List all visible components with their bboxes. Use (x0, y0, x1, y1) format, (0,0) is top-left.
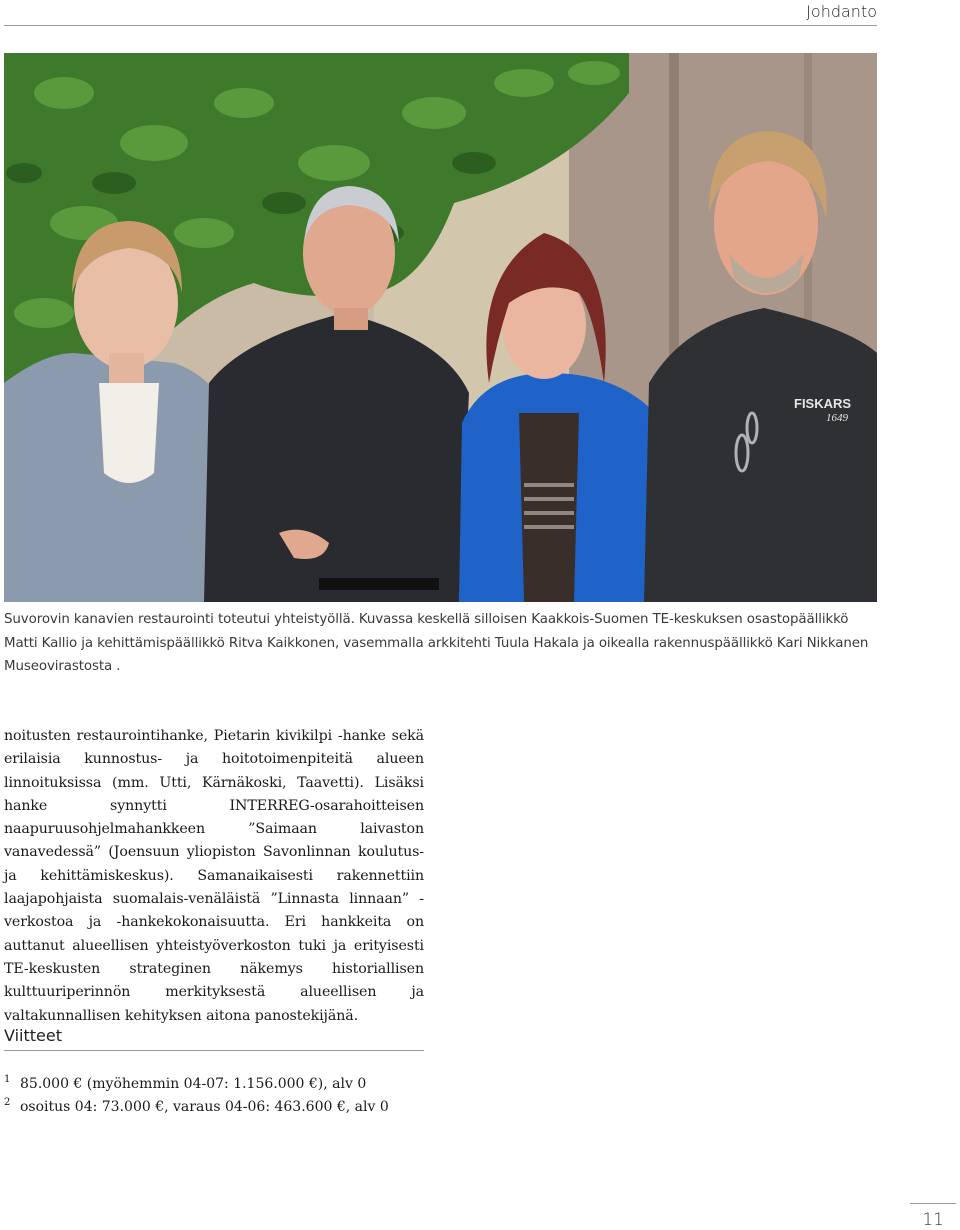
page-number: 11 (922, 1210, 944, 1230)
reference-marker: 2 (4, 1097, 11, 1108)
page-number-rule (910, 1203, 956, 1204)
reference-text: 85.000 € (myöhemmin 04-07: 1.156.000 €), alv 0 (20, 1076, 367, 1092)
reference-item (4, 1073, 444, 1096)
reference-marker: 1 (4, 1074, 11, 1085)
reference-item (4, 1096, 444, 1119)
references-list (4, 1073, 444, 1119)
running-header-section: Johdanto (806, 2, 877, 21)
photo-caption: Suvorovin kanavien restaurointi toteutui yhteistyöllä. Kuvassa keskellä silloisen Kaakkois-Suomen TE-keskuksen osastopäällikkö Matti Kallio ja kehittämispäällikkö Ritva Kaikkonen, vasemmalla arkkitehti Tuula Hakala ja oikealla rakennuspäällikkö Kari Nikkanen Museovirastosta . (4, 612, 869, 674)
references-heading: Viitteet (4, 1026, 62, 1045)
body-text (4, 725, 424, 1028)
reference-text: osoitus 04: 73.000 €, varaus 04-06: 463.600 €, alv 0 (20, 1099, 389, 1115)
group-photo-illustration (4, 53, 877, 602)
body-paragraph: noitusten restaurointihanke, Pietarin kivikilpi -hanke sekä erilaisia kunnostus- ja hoitotoimenpiteitä alueen linnoituksissa (mm. Utti, Kärnäkoski, Taavetti). Lisäksi hanke synnytti INTERREG-osarahoitteisen naapuruusohjelmahankkeen ”Saimaan laivaston vanavedessä” (Joensuun yliopiston Savonlinnan koulutus- ja kehittämiskeskus). Samanaikaisesti rakennettiin laajapohjaista suomalais-venäläistä ”Linnasta linnaan” -verkostoa ja -hankekokonaisuutta. Eri hankkeita on auttanut alueellisen yhteistyöverkoston tuki ja erityisesti TE-keskusten strateginen näkemys historiallisen kulttuuriperinnön merkityksestä alueellisen ja valtakunnallisen kehityksen aitona panostekijänä. (4, 728, 424, 1024)
header-rule (4, 25, 877, 26)
shirt-logo-year: 1649 (826, 412, 848, 424)
group-photo (4, 53, 877, 602)
shirt-logo-text: FISKARS (794, 396, 852, 411)
references-rule (4, 1050, 424, 1051)
